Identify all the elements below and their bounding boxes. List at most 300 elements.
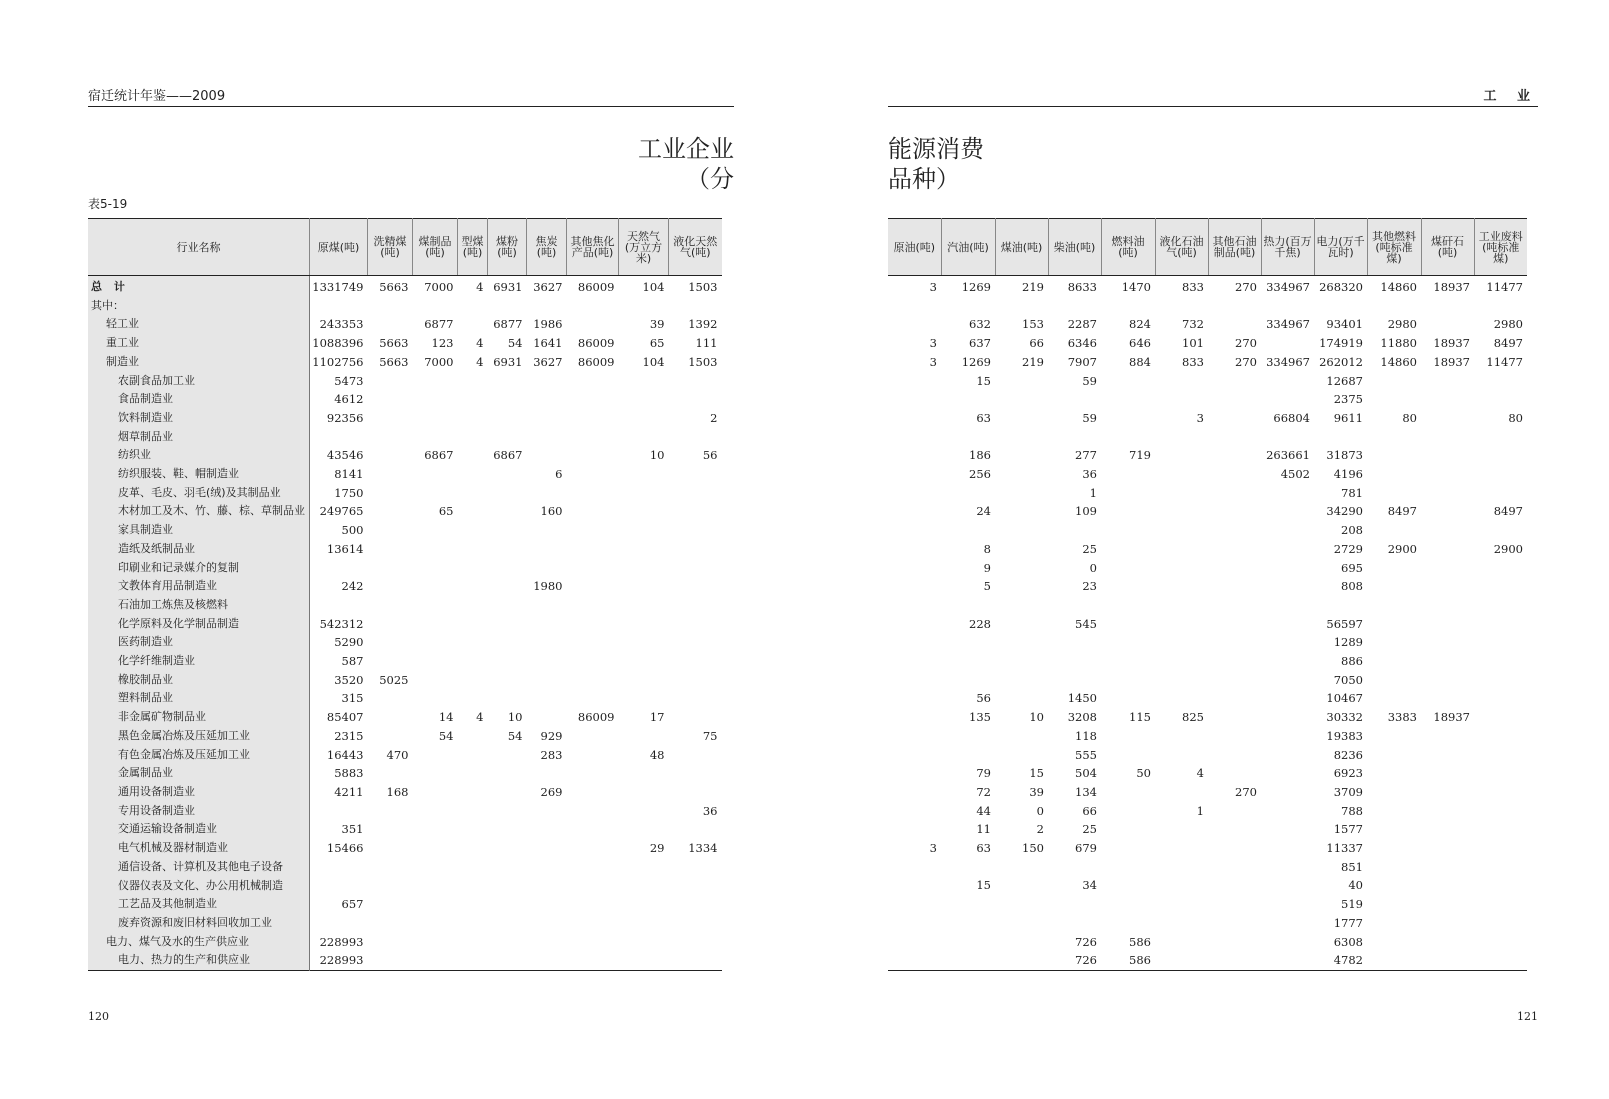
table-cell: 228993 [319, 953, 364, 968]
table-row [88, 877, 722, 896]
table-cell [1208, 727, 1261, 746]
table-cell [995, 446, 1048, 465]
table-cell: 50 [1136, 766, 1151, 781]
table-cell: 115 [1129, 710, 1151, 725]
industry-name: 造纸及纸制品业 [88, 540, 310, 559]
industry-name: 石油加工炼焦及核燃料 [88, 596, 310, 615]
table-cell [368, 877, 413, 896]
table-cell [619, 727, 669, 746]
table-cell: 4 [476, 280, 484, 294]
table-cell [488, 858, 527, 877]
table-cell: 334967 [1266, 317, 1310, 332]
table-cell [1208, 577, 1261, 596]
table-cell [1261, 746, 1314, 765]
table-cell [941, 914, 995, 933]
table-cell [619, 914, 669, 933]
table-cell: 5 [983, 579, 991, 594]
table-cell: 0 [1089, 560, 1097, 575]
table-cell [1367, 484, 1421, 503]
table-cell [1367, 521, 1421, 540]
table-cell: 66 [1029, 336, 1044, 351]
table-cell [995, 409, 1048, 428]
table-cell [488, 633, 527, 652]
table-cell: 66804 [1273, 410, 1310, 425]
table-cell: 86009 [577, 710, 615, 725]
table-number: 表5-19 [88, 197, 128, 211]
title-line-2: 品种） [888, 165, 960, 193]
title-line-2: （分 [686, 165, 734, 193]
table-cell [527, 372, 567, 391]
table-cell: 3 [929, 841, 937, 856]
table-cell [1261, 540, 1314, 559]
table-cell: 63 [976, 841, 991, 856]
table-cell: 80 [1508, 410, 1523, 425]
table-cell [669, 615, 722, 634]
table-cell [619, 652, 669, 671]
table-cell [458, 428, 488, 447]
table-cell: 18937 [1433, 280, 1470, 294]
table-cell: 8236 [1333, 747, 1363, 762]
industry-name: 通用设备制造业 [88, 783, 310, 802]
table-cell [1155, 540, 1208, 559]
industry-name: 家具制造业 [88, 521, 310, 540]
table-cell [1155, 521, 1208, 540]
table-cell [310, 877, 368, 896]
table-cell [1155, 914, 1208, 933]
table-cell [458, 465, 488, 484]
table-cell [488, 596, 527, 615]
table-cell: 31873 [1326, 448, 1363, 463]
table-cell [1421, 764, 1474, 783]
industry-name: 电力、煤气及水的生产供应业 [88, 933, 310, 952]
table-cell: 1102756 [312, 354, 364, 369]
table-cell: 65 [438, 504, 454, 519]
table-cell [888, 390, 941, 409]
table-cell [413, 521, 458, 540]
table-cell [619, 820, 669, 839]
table-cell: 1503 [688, 354, 718, 369]
table-cell: 6308 [1333, 934, 1363, 949]
table-cell [1101, 689, 1155, 708]
table-cell [488, 914, 527, 933]
table-cell: 8 [983, 541, 991, 556]
table-cell [619, 764, 669, 783]
table-cell [310, 858, 368, 877]
table-cell [1155, 895, 1208, 914]
table-cell: 4211 [334, 784, 364, 799]
table-cell [1155, 484, 1208, 503]
table-cell [488, 540, 527, 559]
table-cell: 788 [1341, 803, 1363, 818]
table-cell [1367, 465, 1421, 484]
table-cell: 6867 [493, 448, 523, 463]
column-header: 液化石油气(吨) [1155, 219, 1208, 276]
table-cell [567, 540, 619, 559]
table-cell [619, 689, 669, 708]
table-cell: 5025 [379, 672, 409, 687]
table-cell: 833 [1182, 354, 1204, 369]
running-head-right [888, 86, 1538, 107]
table-cell: 3 [929, 354, 937, 369]
table-cell: 208 [1341, 523, 1363, 538]
table-cell [368, 409, 413, 428]
table-cell: 36 [1082, 467, 1097, 481]
running-head-left [88, 86, 734, 107]
table-cell [1314, 297, 1367, 316]
table-cell [1421, 521, 1474, 540]
table-row [88, 315, 722, 334]
table-cell [458, 540, 488, 559]
table-cell: 1289 [1333, 635, 1363, 650]
table-cell [413, 951, 458, 970]
table-cell: 0 [1036, 803, 1044, 818]
table-cell [1208, 297, 1261, 316]
table-cell [1261, 839, 1314, 858]
table-cell [619, 596, 669, 615]
table-row [888, 727, 1527, 746]
table-cell [413, 428, 458, 447]
table-cell [995, 577, 1048, 596]
table-cell [1048, 914, 1101, 933]
table-cell [1421, 446, 1474, 465]
table-cell [567, 689, 619, 708]
table-cell [995, 951, 1048, 970]
table-cell [1474, 689, 1527, 708]
table-cell [567, 951, 619, 970]
table-cell [458, 577, 488, 596]
table-cell [458, 372, 488, 391]
table-row [88, 446, 722, 465]
table-row [88, 409, 722, 428]
table-cell [413, 689, 458, 708]
column-header: 工业废料(吨标准煤) [1474, 219, 1527, 276]
table-cell [310, 802, 368, 821]
table-cell [458, 914, 488, 933]
table-cell [527, 559, 567, 578]
table-cell [995, 428, 1048, 447]
column-header: 燃料油(吨) [1101, 219, 1155, 276]
table-cell: 34 [1082, 878, 1097, 893]
table-cell [1261, 820, 1314, 839]
table-cell: 86009 [577, 280, 615, 294]
table-cell [1367, 746, 1421, 765]
industry-name: 有色金属冶炼及压延加工业 [88, 746, 310, 765]
table-cell: 6346 [1067, 336, 1097, 351]
table-cell [458, 390, 488, 409]
table-cell: 1334 [688, 841, 718, 856]
table-cell [1421, 502, 1474, 521]
table-cell [488, 783, 527, 802]
table-cell [1208, 820, 1261, 839]
page-number-right: 121 [1517, 1010, 1538, 1023]
table-cell [368, 502, 413, 521]
table-cell [1101, 615, 1155, 634]
table-row [888, 502, 1527, 521]
table-cell [888, 559, 941, 578]
table-cell [567, 484, 619, 503]
table-row [88, 802, 722, 821]
table-cell [1367, 390, 1421, 409]
table-cell [567, 839, 619, 858]
table-cell [1261, 727, 1314, 746]
table-cell: 7050 [1333, 672, 1363, 687]
table-cell [619, 895, 669, 914]
table-cell: 85407 [326, 710, 364, 725]
table-cell [1261, 577, 1314, 596]
table-row [888, 895, 1527, 914]
table-cell: 1269 [961, 354, 991, 369]
table-cell [567, 315, 619, 334]
table-cell [458, 484, 488, 503]
table-cell [888, 914, 941, 933]
table-cell [488, 764, 527, 783]
table-cell [1367, 764, 1421, 783]
table-cell [1208, 446, 1261, 465]
table-cell [1421, 596, 1474, 615]
table-cell: 1 [1196, 803, 1204, 818]
right-data-table [888, 218, 1527, 971]
table-cell: 270 [1235, 784, 1257, 799]
table-cell [368, 633, 413, 652]
table-cell [1261, 559, 1314, 578]
table-cell [1314, 428, 1367, 447]
table-cell [1155, 727, 1208, 746]
table-cell [669, 428, 722, 447]
table-cell [1048, 428, 1101, 447]
table-cell: 15 [976, 878, 991, 893]
table-cell: 134 [1075, 784, 1097, 799]
industry-name: 仪器仪表及文化、办公用机械制造 [88, 877, 310, 896]
table-cell: 500 [341, 523, 364, 538]
table-cell [941, 484, 995, 503]
table-cell: 6877 [493, 317, 523, 332]
industry-name: 通信设备、计算机及其他电子设备 [88, 858, 310, 877]
industry-name: 食品制造业 [88, 390, 310, 409]
table-cell [1101, 839, 1155, 858]
table-cell: 160 [540, 504, 563, 519]
table-cell: 150 [1022, 841, 1044, 856]
table-cell [413, 802, 458, 821]
table-cell [1155, 465, 1208, 484]
table-cell [1208, 933, 1261, 952]
table-cell [1261, 502, 1314, 521]
title-line-1: 工业企业 [638, 135, 734, 163]
table-row [88, 858, 722, 877]
table-cell [1101, 559, 1155, 578]
table-cell [1474, 390, 1527, 409]
table-cell: 19383 [1326, 728, 1363, 743]
table-cell [888, 428, 941, 447]
table-cell [527, 521, 567, 540]
table-cell [1208, 858, 1261, 877]
table-cell: 39 [649, 317, 665, 332]
table-cell [941, 895, 995, 914]
table-cell: 695 [1341, 560, 1363, 575]
table-cell [458, 521, 488, 540]
table-row [88, 502, 722, 521]
table-cell: 186 [969, 448, 991, 463]
table-cell [941, 933, 995, 952]
table-cell [995, 633, 1048, 652]
table-cell [669, 877, 722, 896]
table-cell: 6931 [493, 354, 523, 369]
table-cell: 44 [976, 803, 991, 818]
table-cell [1474, 708, 1527, 727]
table-cell [1261, 671, 1314, 690]
table-cell: 13614 [326, 541, 364, 556]
table-cell [1208, 596, 1261, 615]
table-row [88, 764, 722, 783]
table-cell [888, 297, 941, 316]
table-cell [567, 764, 619, 783]
table-cell: 54 [507, 336, 523, 351]
table-cell [1474, 372, 1527, 391]
table-cell [1474, 596, 1527, 615]
table-cell [567, 446, 619, 465]
table-cell [567, 559, 619, 578]
table-cell [1208, 615, 1261, 634]
table-cell [1367, 839, 1421, 858]
table-cell [413, 633, 458, 652]
table-cell [1101, 876, 1155, 895]
table-cell: 2900 [1493, 541, 1523, 556]
column-header: 行业名称 [88, 219, 310, 276]
table-cell [1421, 540, 1474, 559]
table-row [88, 559, 722, 578]
table-cell [488, 615, 527, 634]
table-cell [368, 858, 413, 877]
column-header: 柴油(吨) [1048, 219, 1101, 276]
table-cell: 5473 [334, 373, 364, 388]
table-cell [888, 876, 941, 895]
column-header: 煤制品(吨) [413, 219, 458, 276]
table-cell: 726 [1075, 934, 1097, 949]
table-cell [368, 315, 413, 334]
table-cell: 2315 [334, 728, 364, 743]
table-cell [1474, 802, 1527, 821]
table-cell [1101, 372, 1155, 391]
table-cell [1261, 783, 1314, 802]
table-cell [567, 596, 619, 615]
table-cell [413, 465, 458, 484]
table-cell [619, 933, 669, 952]
table-cell [1101, 820, 1155, 839]
table-cell [888, 933, 941, 952]
table-cell [458, 933, 488, 952]
table-cell [488, 877, 527, 896]
table-cell [1101, 783, 1155, 802]
table-cell [458, 858, 488, 877]
table-cell: 14860 [1380, 280, 1417, 294]
table-cell [458, 596, 488, 615]
table-cell [413, 297, 458, 316]
table-row [88, 633, 722, 652]
column-header: 天然气(万立方米) [619, 219, 669, 276]
table-cell: 3 [929, 280, 937, 294]
table-row [888, 615, 1527, 634]
table-cell [995, 746, 1048, 765]
table-cell: 4 [1196, 766, 1204, 781]
industry-name: 塑料制品业 [88, 689, 310, 708]
table-cell [619, 877, 669, 896]
table-cell [1421, 372, 1474, 391]
table-cell [458, 895, 488, 914]
table-cell [1208, 633, 1261, 652]
table-row [88, 708, 722, 727]
table-cell: 249765 [319, 504, 364, 519]
table-cell: 92356 [326, 410, 364, 425]
table-cell [567, 877, 619, 896]
table-cell: 1577 [1333, 822, 1363, 837]
table-cell: 781 [1341, 485, 1363, 500]
table-cell [488, 559, 527, 578]
table-cell [995, 858, 1048, 877]
column-header: 汽油(吨) [941, 219, 995, 276]
table-cell: 63 [976, 410, 991, 425]
table-row [888, 783, 1527, 802]
table-cell [368, 540, 413, 559]
table-cell [458, 877, 488, 896]
table-cell: 1986 [533, 317, 563, 332]
table-cell: 1777 [1333, 915, 1363, 930]
table-cell [941, 671, 995, 690]
table-cell: 23 [1082, 579, 1097, 594]
table-cell [527, 297, 567, 316]
table-row [888, 297, 1527, 316]
table-cell [567, 615, 619, 634]
table-cell [1048, 297, 1101, 316]
table-cell [567, 652, 619, 671]
table-cell: 726 [1075, 953, 1097, 968]
table-cell [669, 521, 722, 540]
table-cell [1208, 689, 1261, 708]
table-row [88, 540, 722, 559]
table-cell [310, 428, 368, 447]
table-row [888, 577, 1527, 596]
table-cell [413, 390, 458, 409]
table-row [888, 559, 1527, 578]
table-cell: 263661 [1266, 448, 1310, 463]
table-cell [1474, 951, 1527, 970]
table-cell [1421, 783, 1474, 802]
table-cell: 277 [1075, 448, 1097, 463]
table-cell [1208, 895, 1261, 914]
table-cell: 1088396 [312, 336, 364, 351]
table-cell: 10 [1029, 710, 1044, 725]
table-cell: 36 [702, 803, 718, 818]
table-cell [888, 577, 941, 596]
table-cell [368, 297, 413, 316]
table-cell [1421, 577, 1474, 596]
table-cell [1421, 951, 1474, 970]
table-cell [413, 484, 458, 503]
table-cell [1155, 596, 1208, 615]
table-cell: 56 [702, 448, 718, 463]
table-cell [619, 372, 669, 391]
table-cell [1474, 615, 1527, 634]
table-cell [1261, 484, 1314, 503]
table-cell [368, 802, 413, 821]
table-cell [527, 764, 567, 783]
table-cell [458, 671, 488, 690]
table-cell [527, 933, 567, 952]
table-cell [368, 895, 413, 914]
table-cell: 929 [540, 728, 563, 743]
table-cell [1261, 895, 1314, 914]
title-line-1: 能源消费 [888, 135, 984, 163]
table-cell [1421, 315, 1474, 334]
table-row [88, 746, 722, 765]
